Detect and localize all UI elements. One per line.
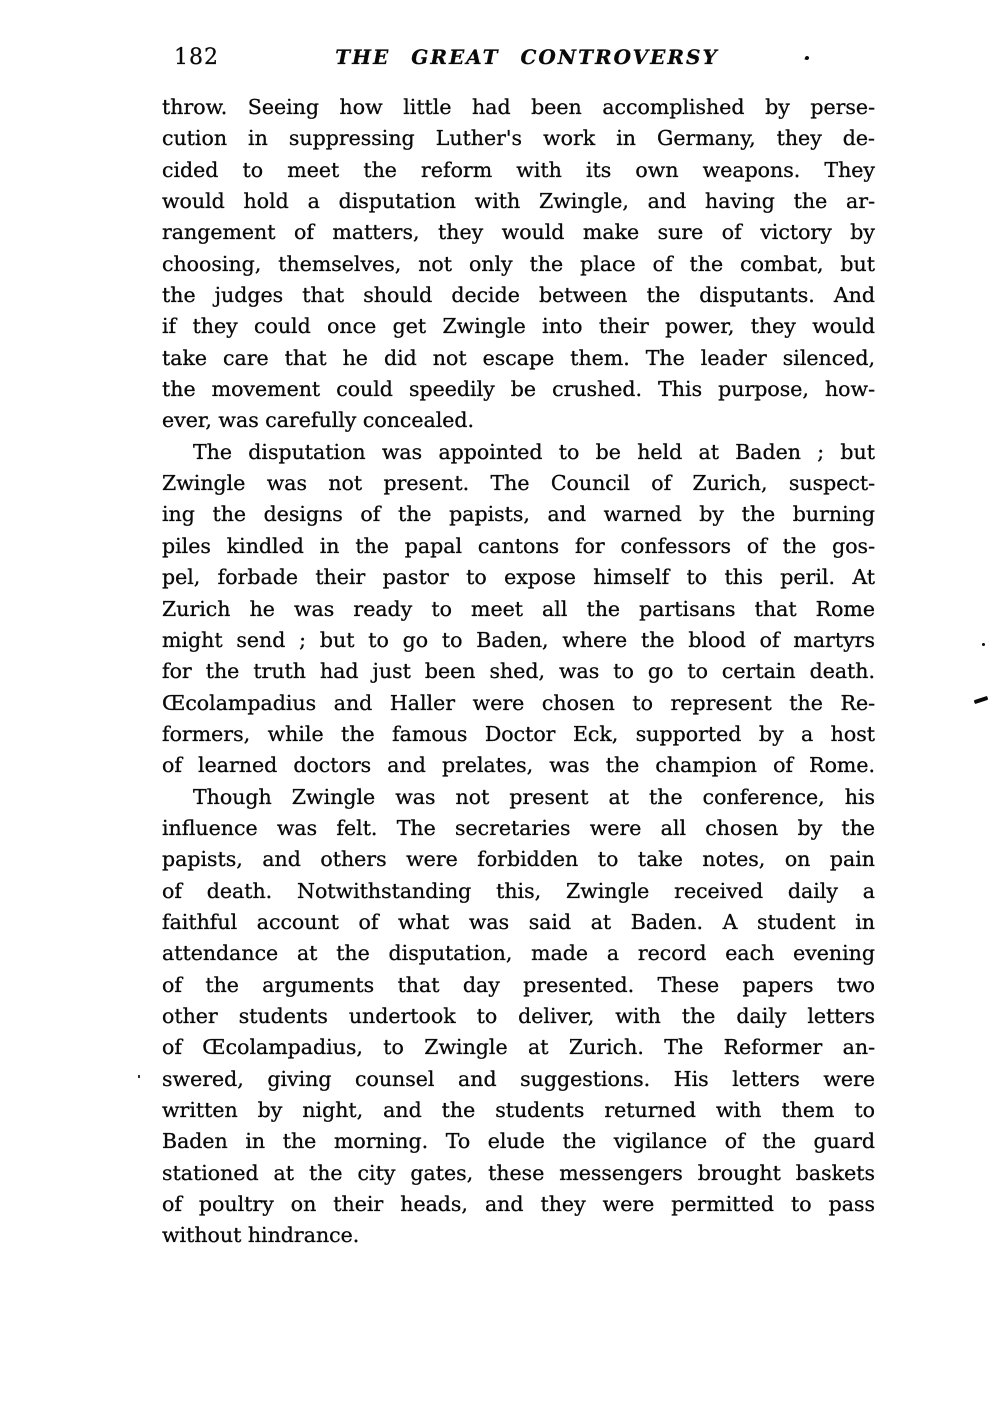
text-line: take care that he did not escape them. The leader silenced, [162, 345, 875, 370]
text-line: Zurich he was ready to meet all the partisans that Rome [162, 596, 875, 621]
text-line: the judges that should decide between the disputants. And [162, 283, 875, 308]
scan-artifact-dot [138, 1075, 140, 1078]
text-line: for the truth had just been shed, was to go to certain death. [162, 659, 875, 684]
text-line: throw. Seeing how little had been accomplished by perse- [162, 95, 875, 119]
running-head-title: THE GREAT CONTROVERSY [335, 45, 719, 69]
text-line: Baden in the morning. To elude the vigilance of the guard [162, 1129, 875, 1154]
text-line: written by night, and the students returned with them to [162, 1098, 875, 1122]
text-line: rangement of matters, they would make sure of victory by [162, 220, 875, 245]
text-line: other students undertook to deliver, with the daily letters [162, 1003, 875, 1028]
text-line: of the arguments that day presented. These papers two [162, 972, 875, 997]
text-line: papists, and others were forbidden to take notes, on pain [162, 847, 875, 872]
text-line: ever, was carefully concealed. [162, 408, 475, 433]
text-line: choosing, themselves, not only the place of the combat, but [162, 251, 875, 276]
scan-artifact-tick [974, 696, 989, 704]
text-line: piles kindled in the papal cantons for confessors of the gos- [162, 533, 875, 558]
text-line: stationed at the city gates, these messengers brought baskets [162, 1160, 875, 1185]
text-line: Zwingle was not present. The Council of Zurich, suspect- [162, 471, 875, 496]
text-line: ing the designs of the papists, and warned by the burning [162, 502, 875, 527]
body-text [162, 92, 875, 1252]
text-line: Though Zwingle was not present at the conference, his [193, 784, 875, 809]
text-line: of Œcolampadius, to Zwingle at Zurich. The Reformer an- [162, 1035, 875, 1060]
text-line: might send ; but to go to Baden, where the blood of martyrs [162, 627, 875, 652]
text-line: swered, giving counsel and suggestions. His letters were [162, 1066, 875, 1091]
text-line: Œcolampadius and Haller were chosen to represent the Re- [162, 690, 875, 715]
scan-artifact-mark [805, 56, 810, 65]
text-line: cution in suppressing Luther's work in Germany, they de- [162, 126, 875, 151]
text-line: cided to meet the reform with its own weapons. They [162, 157, 875, 182]
text-line: if they could once get Zwingle into their power, they would [162, 314, 875, 339]
text-line: of death. Notwithstanding this, Zwingle received daily a [162, 878, 875, 903]
text-line: influence was felt. The secretaries were all chosen by the [162, 815, 875, 840]
text-line: formers, while the famous Doctor Eck, supported by a host [162, 721, 875, 746]
text-line: would hold a disputation with Zwingle, and having the ar- [162, 189, 875, 214]
text-line: pel, forbade their pastor to expose himself to this peril. At [162, 565, 875, 590]
text-line: the movement could speedily be crushed. This purpose, how- [162, 377, 875, 402]
scan-artifact-dot [982, 643, 985, 646]
page-number: 182 [174, 45, 219, 70]
text-line: without hindrance. [162, 1223, 360, 1248]
text-line: The disputation was appointed to be held at Baden ; but [193, 439, 875, 464]
text-line: of learned doctors and prelates, was the champion of Rome. [162, 753, 875, 778]
text-line: of poultry on their heads, and they were permitted to pass [162, 1192, 875, 1217]
text-line: attendance at the disputation, made a record each evening [162, 941, 875, 966]
text-line: faithful account of what was said at Baden. A student in [162, 909, 875, 934]
